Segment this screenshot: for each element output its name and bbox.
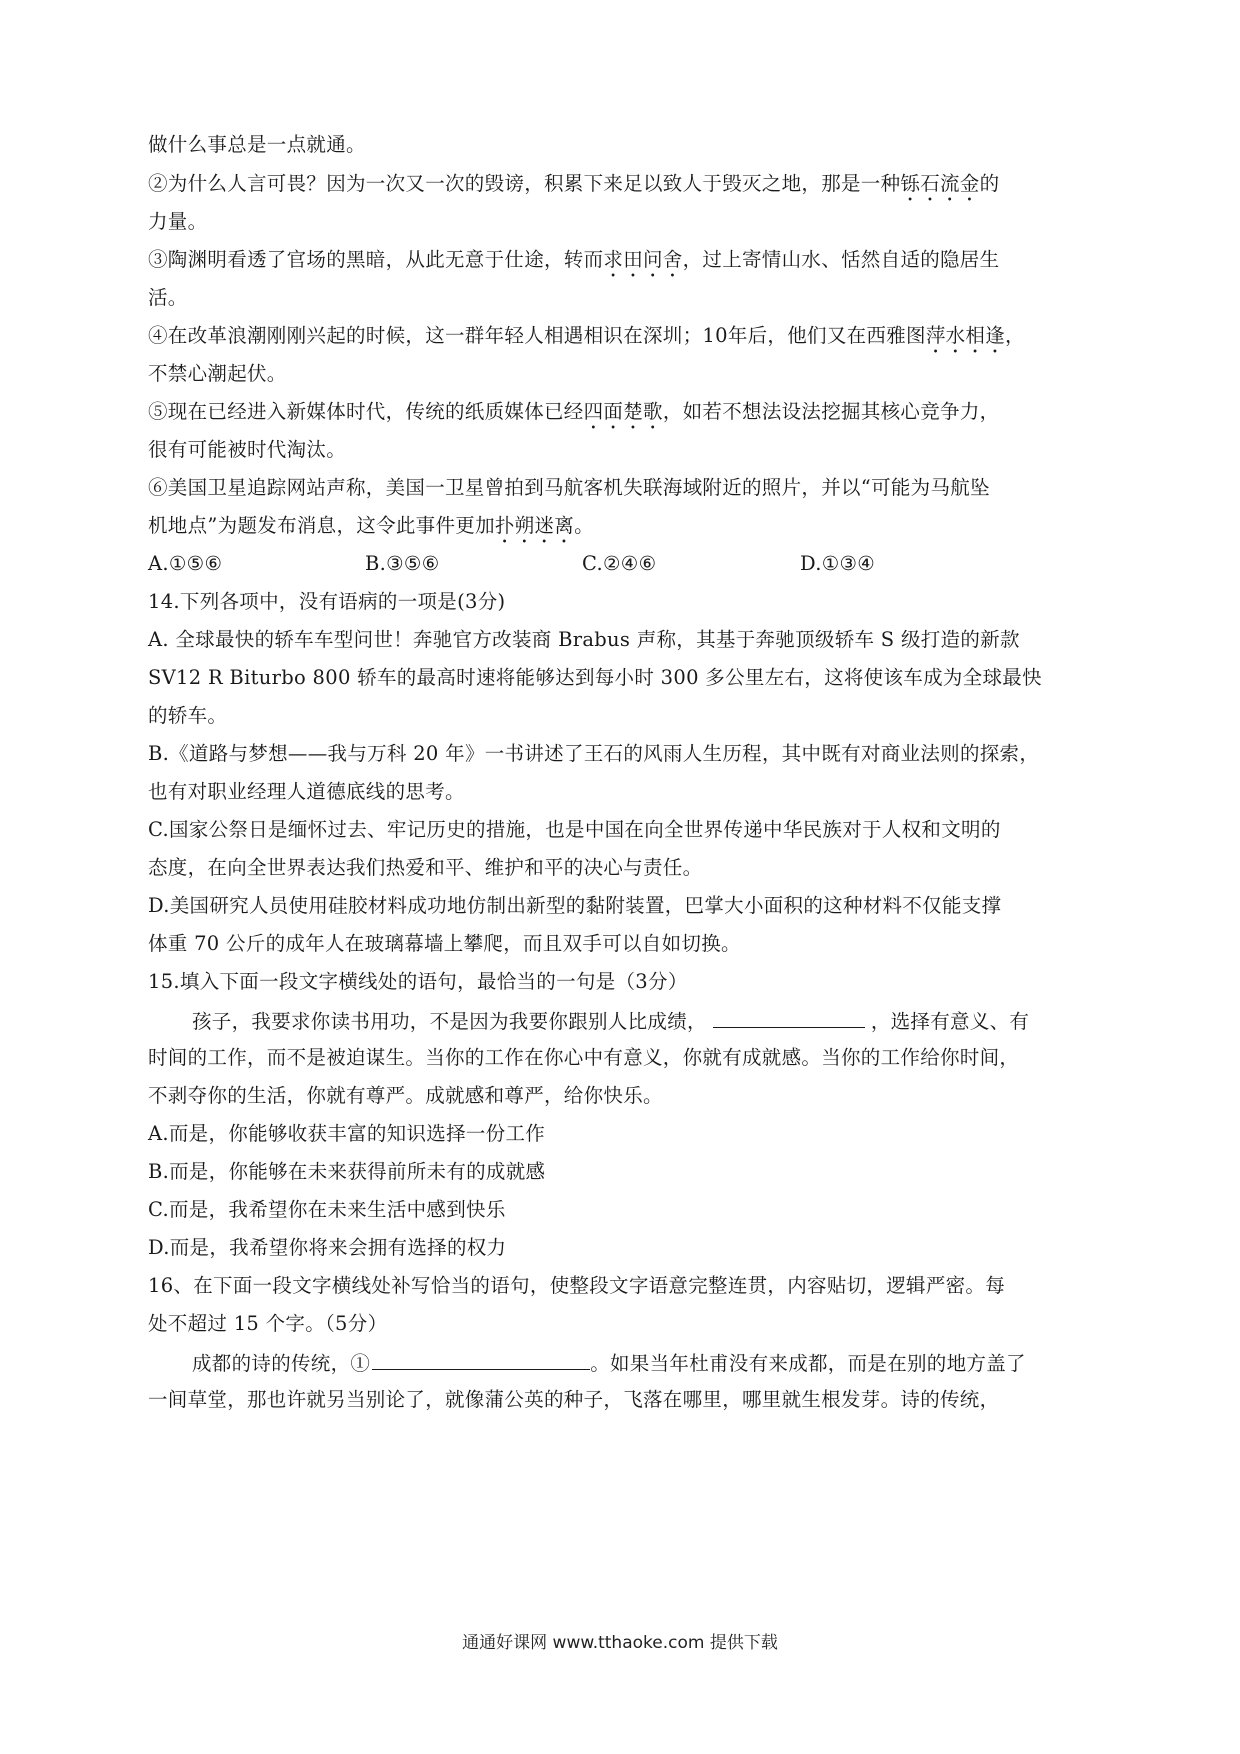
q15-passage-line-1: [192, 1007, 1098, 1035]
option-b: B.③⑤⑥: [365, 552, 440, 575]
answer-blank-1[interactable]: [372, 1349, 590, 1370]
text: ，: [1005, 324, 1025, 347]
text: ②为什么人言可畏？因为一次又一次的毁谤，积累下来足以致人于毁灭之地，那是一种: [148, 172, 901, 195]
q13-item-2-line-2: [148, 209, 1098, 235]
emphasized-idiom: 四面楚歌: [583, 400, 663, 423]
text: 不禁心潮起伏。: [148, 362, 287, 385]
q15-option-a: A.而是，你能够收获丰富的知识选择一份工作: [148, 1122, 546, 1145]
text: ⑥美国卫星追踪网站声称，美国一卫星曾拍到马航客机失联海域附近的照片，并以“可能为马航坠: [148, 476, 990, 499]
q14-option-a-line-2: SV12 R Biturbo 800 轿车的最高时速将能够达到每小时 300 多公里左右，这将使该车成为全球最快: [148, 666, 1042, 689]
q13-item-5-line-1: [148, 399, 1098, 434]
q13-item-3-line-1: [148, 247, 1098, 282]
text: ④在改革浪潮刚刚兴起的时候，这一群年轻人相遇相识在深圳；10年后，他们又在西雅图: [148, 324, 926, 347]
text: ，如若不想法设法挖掘其核心竞争力，: [662, 400, 1000, 423]
emphasized-idiom: 萍水相逢: [925, 324, 1006, 347]
q14-option-b-line-1: B.《道路与梦想——我与万科 20 年》一书讲述了王石的风雨人生历程，其中既有对商业法则的探索，: [148, 742, 1040, 765]
page-footer: 通通好课网 www.tthaoke.com 提供下载: [462, 1633, 778, 1653]
q14-option-a-line-3: 的轿车。: [148, 704, 228, 727]
text: 。: [574, 514, 594, 537]
text: 很有可能被时代淘汰。: [148, 438, 347, 461]
q13-line-1: [148, 132, 1098, 158]
q14-option-d-line-2: 体重 70 公斤的成年人在玻璃幕墙上攀爬，而且双手可以自如切换。: [148, 932, 741, 955]
q15-passage-line-2: 时间的工作，而不是被迫谋生。当你的工作在你心中有意义，你就有成就感。当你的工作给你时间，: [148, 1046, 1020, 1069]
q13-item-3-line-2: [148, 285, 1098, 311]
text: 成都的诗的传统，①: [192, 1352, 371, 1375]
q14-option-c-line-1: C.国家公祭日是缅怀过去、牢记历史的措施，也是中国在向全世界传递中华民族对于人权和文明的: [148, 818, 1001, 841]
q13-item-4-line-1: [148, 323, 1098, 358]
text: ，选择有意义、有: [870, 1010, 1030, 1033]
q16-passage-line-2: 一间草堂，那也许就另当别论了，就像蒲公英的种子，飞落在哪里，哪里就生根发芽。诗的传统，: [148, 1388, 1000, 1411]
text: 活。: [148, 286, 188, 309]
q16-passage-line-1: [192, 1349, 1098, 1377]
q15-stem: 15.填入下面一段文字横线处的语句，最恰当的一句是（3分）: [148, 970, 688, 993]
text: ③陶渊明看透了官场的黑暗，从此无意于仕途，转而: [148, 248, 604, 271]
q14-option-b-line-2: 也有对职业经理人道德底线的思考。: [148, 780, 465, 803]
text: ，过上寄情山水、恬然自适的隐居生: [682, 248, 1000, 271]
q15-option-b: B.而是，你能够在未来获得前所未有的成就感: [148, 1160, 546, 1183]
text: 的: [979, 172, 1000, 195]
emphasized-idiom: 求田问舍: [603, 248, 683, 271]
q16-stem-line-2: 处不超过 15 个字。（5分）: [148, 1312, 388, 1335]
q14-stem: 14.下列各项中，没有语病的一项是(3分): [148, 590, 506, 613]
text: 力量。: [148, 210, 208, 233]
q13-item-6-line-2: [148, 513, 1098, 548]
text: 做什么事总是一点就通。: [148, 133, 366, 156]
text: ⑤现在已经进入新媒体时代，传统的纸质媒体已经: [148, 400, 584, 423]
text: 。如果当年杜甫没有来成都，而是在别的地方盖了: [590, 1352, 1026, 1375]
q13-item-2-line-1: [148, 171, 1098, 206]
option-c: C.②④⑥: [582, 552, 657, 575]
q13-item-4-line-2: [148, 361, 1098, 387]
q15-option-d: D.而是，我希望你将来会拥有选择的权力: [148, 1236, 507, 1259]
q14-option-d-line-1: D.美国研究人员使用硅胶材料成功地仿制出新型的黏附装置，巴掌大小面积的这种材料不仅能支撑: [148, 894, 1002, 917]
option-a: A.①⑤⑥: [148, 552, 223, 575]
q14-option-c-line-2: 态度，在向全世界表达我们热爱和平、维护和平的决心与责任。: [148, 856, 703, 879]
emphasized-idiom: 扑朔迷离: [494, 514, 575, 537]
q14-option-a-line-1: A. 全球最快的轿车车型问世！奔驰官方改装商 Brabus 声称，其基于奔驰顶级轿车 S 级打造的新款: [148, 628, 1020, 651]
answer-blank[interactable]: [713, 1007, 865, 1028]
text: 机地点”为题发布消息，这令此事件更加: [148, 514, 495, 537]
q16-stem-line-1: 16、在下面一段文字横线处补写恰当的语句，使整段文字语意完整连贯，内容贴切，逻辑严密。每: [148, 1274, 1006, 1297]
q15-passage-line-3: 不剥夺你的生活，你就有尊严。成就感和尊严，给你快乐。: [148, 1084, 663, 1107]
text: 孩子，我要求你读书用功，不是因为我要你跟别人比成绩，: [192, 1010, 707, 1033]
q13-item-6-line-1: [148, 475, 1098, 501]
q13-item-5-line-2: [148, 437, 1098, 463]
emphasized-idiom: 铄石流金: [900, 172, 980, 195]
option-d: D.①③④: [800, 552, 876, 575]
q15-option-c: C.而是，我希望你在未来生活中感到快乐: [148, 1198, 506, 1221]
